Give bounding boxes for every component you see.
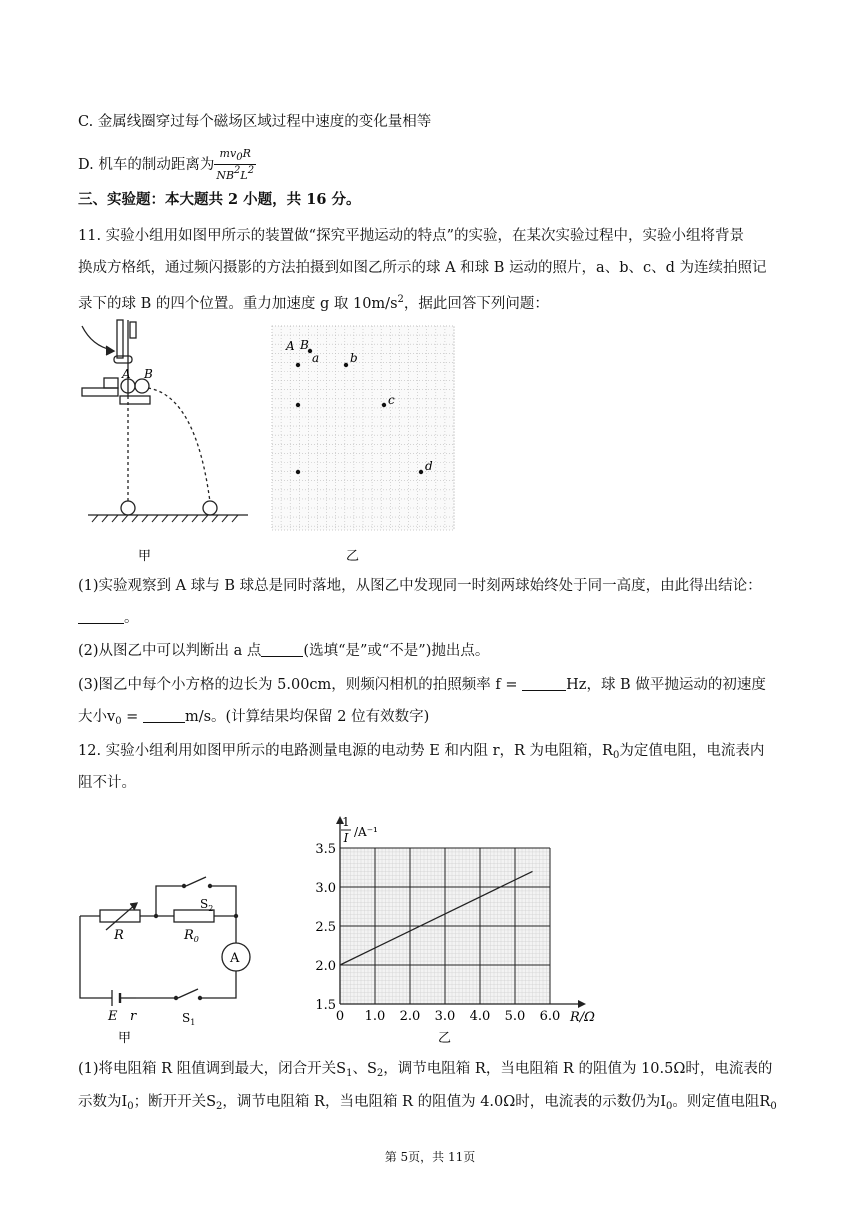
circuit-caption: 甲 xyxy=(118,1031,132,1046)
q11-p3-c-sub: 0 xyxy=(115,716,122,727)
option-d-prefix: D. 机车的制动距离为 xyxy=(78,157,215,173)
switch-s1 xyxy=(178,989,198,998)
label-e: E xyxy=(108,1009,118,1024)
option-d xyxy=(78,148,256,182)
resistance-chart xyxy=(300,808,620,1048)
q11-line3 xyxy=(78,290,549,314)
q11-line2: 换成方格纸，通过频闪摄影的方法拍摄到如图乙所示的球 A 和球 B 运动的照片，a、b、c、d 为连续拍照记 xyxy=(78,260,767,276)
q11-p3-b: Hz，球 B 做平抛运动的初速度 xyxy=(566,677,766,693)
q11-line3-b: ，据此回答下列问题： xyxy=(403,296,549,312)
s1-contact-right xyxy=(198,996,202,1000)
fig-jia-caption: 甲 xyxy=(138,549,152,564)
ball-b xyxy=(135,379,149,393)
label-r-internal: r xyxy=(130,1009,137,1024)
rheostat-arrow xyxy=(106,904,136,930)
label-r0: $R_0$ xyxy=(184,928,199,944)
q11-p3-line1 xyxy=(78,675,766,695)
fraction-denominator-mid: L xyxy=(240,169,248,182)
answer-blank-3[interactable] xyxy=(522,676,566,691)
answer-blank-2[interactable] xyxy=(261,642,303,657)
hammer-handle xyxy=(117,320,123,358)
q12-p1-line2 xyxy=(78,1092,777,1117)
dot-b xyxy=(344,363,348,367)
q12-line1-sub: 0 xyxy=(612,750,620,761)
q11-p1-line1: (1)实验观察到 A 球与 B 球总是同时落地，从图乙中发现同一时刻两球始终处于同一高度，由此得出结论： xyxy=(78,578,762,594)
ylabel-num: 1 xyxy=(342,815,350,829)
q12-p1-line2-sub3: 0 xyxy=(770,1101,777,1112)
x-tick-label: 0 xyxy=(335,1009,345,1024)
grid-label-B: B xyxy=(300,338,309,352)
q12-p1-line2-d: 。则定值电阻R xyxy=(672,1094,771,1110)
x-tick-label: 1.0 xyxy=(364,1009,386,1024)
q11-p1-line2-tail: 。 xyxy=(124,610,139,626)
q11-p2-b: (选填“是”或“不是”)抛出点。 xyxy=(303,643,490,659)
q11-p3-c: 大小v xyxy=(78,709,116,725)
y-tick-label: 3.5 xyxy=(315,842,336,857)
q12-p1-c: ，调节电阻箱 R，当电阻箱 R 的阻值为 10.5Ω时，电流表的 xyxy=(383,1061,773,1077)
chart-caption: 乙 xyxy=(438,1031,452,1046)
option-c: C. 金属线圈穿过每个磁场区域过程中速度的变化量相等 xyxy=(78,114,432,130)
grid-label-c: c xyxy=(388,393,395,407)
q12-p1-line2-s2: 2 xyxy=(216,1101,223,1112)
dot-a-low xyxy=(296,470,300,474)
ylabel-unit: /A⁻¹ xyxy=(354,825,378,839)
q12-p1-s1: 1 xyxy=(346,1068,353,1079)
y-tick-label: 2.5 xyxy=(315,920,336,935)
label-r: R xyxy=(114,928,124,943)
chart-ylabel xyxy=(341,815,378,845)
s1-contact-left xyxy=(174,996,178,1000)
q12-p1-b: 、S xyxy=(352,1061,377,1077)
rheostat-r xyxy=(100,910,140,922)
dot-a-mid xyxy=(296,403,300,407)
ylabel-den: I xyxy=(343,831,349,845)
q11-line1: 11. 实验小组用如图甲所示的装置做“探究平抛运动的特点”的实验，在某次实验过程中，实验小组将背景 xyxy=(78,228,744,244)
q11-p2 xyxy=(78,641,489,661)
label-ammeter: A xyxy=(230,951,240,966)
fraction-numerator: mv xyxy=(219,147,237,160)
q12-p1-s2: 2 xyxy=(376,1068,384,1079)
page-footer: 第 5页，共 11页 xyxy=(384,1150,476,1164)
s2-contact-left xyxy=(182,884,186,888)
q11-p3-d: = xyxy=(121,709,143,725)
arrow-head xyxy=(106,346,114,355)
label-s1: $S_1$ xyxy=(182,1011,196,1027)
platform-right xyxy=(120,396,150,404)
ball-b-landed xyxy=(203,501,217,515)
grid-label-b: b xyxy=(350,351,358,365)
apparatus-figure xyxy=(78,316,248,568)
q12-p1-line1 xyxy=(78,1059,772,1084)
grid-label-d: d xyxy=(425,459,433,473)
junction-right xyxy=(234,914,238,918)
q12-p1-line2-sub: 0 xyxy=(127,1101,134,1112)
circuit-figure xyxy=(74,876,274,1046)
q11-p3-e: m/s。(计算结果均保留 2 位有效数字) xyxy=(184,709,430,725)
q11-line3-sup: 2 xyxy=(397,294,404,305)
q12-line1 xyxy=(78,741,764,766)
wire-s2-left xyxy=(156,886,184,916)
y-tick-label: 3.0 xyxy=(315,881,336,896)
xlabel: R/Ω xyxy=(570,1010,595,1025)
dot-a-top xyxy=(296,363,300,367)
switch-s2 xyxy=(186,877,206,886)
trajectory-b xyxy=(148,388,210,502)
label-s2: $S_2$ xyxy=(200,897,214,913)
fig-yi-caption: 乙 xyxy=(346,549,360,564)
q12-line1-tail: 为定值电阻，电流表内 xyxy=(619,743,765,759)
q12-p1-line2-sub2: 0 xyxy=(666,1101,673,1112)
q12-p1-a: (1)将电阻箱 R 阻值调到最大，闭合开关S xyxy=(78,1061,347,1077)
answer-blank-4[interactable] xyxy=(143,708,185,723)
q11-line3-a: 录下的球 B 的四个位置。重力加速度 g 取 10m/s xyxy=(78,296,398,312)
section-heading: 三、实验题：本大题共 2 小题，共 16 分。 xyxy=(78,191,361,208)
y-tick-label: 1.5 xyxy=(315,998,336,1013)
answer-blank-1[interactable] xyxy=(78,609,124,624)
x-tick-label: 6.0 xyxy=(539,1009,561,1024)
platform-left xyxy=(82,388,118,396)
dot-c xyxy=(382,403,386,407)
fraction-denominator-sup: 2 xyxy=(234,165,241,176)
dot-d xyxy=(419,470,423,474)
fraction-denominator: NB xyxy=(216,169,235,182)
q11-p3-a: (3)图乙中每个小方格的边长为 5.00cm，则频闪相机的拍照频率 f = xyxy=(78,677,523,693)
fraction-numerator-tail: R xyxy=(242,147,251,160)
s2-contact-right xyxy=(208,884,212,888)
ball-a-landed xyxy=(121,501,135,515)
label-a: A xyxy=(122,367,131,381)
q12-line1-a: 12. 实验小组利用如图甲所示的电路测量电源的电动势 E 和内阻 r，R 为电阻箱，R xyxy=(78,743,613,759)
x-axis-arrow xyxy=(578,1000,586,1008)
x-tick-label: 4.0 xyxy=(469,1009,491,1024)
braking-distance-fraction xyxy=(214,148,256,182)
x-tick-label: 2.0 xyxy=(399,1009,421,1024)
strobe-grid-figure xyxy=(270,322,460,568)
wire-right-bottom xyxy=(200,971,236,998)
x-tick-label: 3.0 xyxy=(434,1009,456,1024)
q12-line2: 阻不计。 xyxy=(78,775,136,791)
grid-label-a: a xyxy=(312,351,320,365)
platform-block xyxy=(104,378,118,388)
junction-left xyxy=(154,914,158,918)
q12-p1-line2-c: ，调节电阻箱 R，当电阻箱 R 的阻值为 4.0Ω时，电流表的示数仍为I xyxy=(222,1094,667,1110)
q12-p1-line2-a: 示数为I xyxy=(78,1094,128,1110)
y-tick-label: 2.0 xyxy=(315,959,336,974)
label-b: B xyxy=(144,367,153,381)
grid-label-A: A xyxy=(286,339,295,353)
q12-p1-line2-b: ；断开开关S xyxy=(133,1094,217,1110)
x-tick-label: 5.0 xyxy=(504,1009,526,1024)
fraction-denominator-sup2: 2 xyxy=(247,165,255,176)
hammer-head xyxy=(130,322,136,338)
q11-p1-line2 xyxy=(78,608,139,628)
fraction-numerator-sub: 0 xyxy=(236,152,243,163)
q11-p3-line2 xyxy=(78,707,429,732)
q11-p2-a: (2)从图乙中可以判断出 a 点 xyxy=(78,643,262,659)
